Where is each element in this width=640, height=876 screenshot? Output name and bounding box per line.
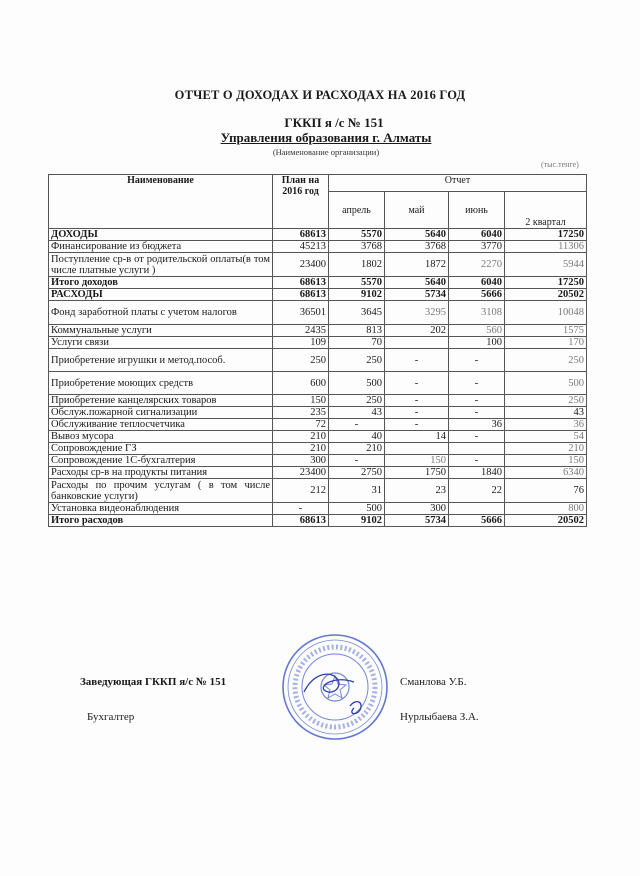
table-row <box>49 407 587 419</box>
head-signature-name: Сманлова У.Б. <box>400 676 467 688</box>
q2-cell: 43 <box>505 407 587 419</box>
plan-cell: 72 <box>273 419 329 431</box>
q2-cell: 5944 <box>505 253 587 277</box>
april-cell: 813 <box>329 325 385 337</box>
april-cell: 40 <box>329 431 385 443</box>
table-row <box>49 395 587 407</box>
plan-cell: - <box>273 503 329 515</box>
may-cell: 3295 <box>385 301 449 325</box>
name-cell: Вывоз мусора <box>49 431 273 443</box>
april-cell: - <box>329 419 385 431</box>
name-cell: Итого доходов <box>49 277 273 289</box>
table-row <box>49 229 587 241</box>
col-q2-header: 2 квартал <box>505 192 587 229</box>
name-cell: Сопровождение ГЗ <box>49 443 273 455</box>
name-cell: ДОХОДЫ <box>49 229 273 241</box>
april-cell: 250 <box>329 349 385 372</box>
q2-cell: 20502 <box>505 515 587 527</box>
may-cell: - <box>385 349 449 372</box>
accountant-signature-label: Бухгалтер <box>87 711 135 723</box>
april-cell: 5570 <box>329 229 385 241</box>
june-cell: 36 <box>449 419 505 431</box>
name-cell: Расходы по прочим услугам ( в том числе банковские услуги) <box>49 479 273 503</box>
april-cell: 9102 <box>329 515 385 527</box>
col-plan-header: План на 2016 год <box>273 175 329 229</box>
q2-cell: 170 <box>505 337 587 349</box>
june-cell: - <box>449 395 505 407</box>
q2-cell: 76 <box>505 479 587 503</box>
april-cell: 9102 <box>329 289 385 301</box>
may-cell: 300 <box>385 503 449 515</box>
plan-cell: 23400 <box>273 467 329 479</box>
may-cell: 5734 <box>385 515 449 527</box>
april-cell: 2750 <box>329 467 385 479</box>
may-cell: 150 <box>385 455 449 467</box>
q2-cell: 10048 <box>505 301 587 325</box>
table-row <box>49 503 587 515</box>
june-cell: 3108 <box>449 301 505 325</box>
name-cell: Приобретение канцелярских товаров <box>49 395 273 407</box>
april-cell: 43 <box>329 407 385 419</box>
name-cell: Итого расходов <box>49 515 273 527</box>
may-cell: 14 <box>385 431 449 443</box>
q2-cell: 800 <box>505 503 587 515</box>
plan-cell: 2435 <box>273 325 329 337</box>
plan-cell: 68613 <box>273 515 329 527</box>
name-cell: Приобретение игрушки и метод.пособ. <box>49 349 273 372</box>
table-body <box>49 229 587 527</box>
table-row <box>49 337 587 349</box>
may-cell: - <box>385 372 449 395</box>
plan-cell: 250 <box>273 349 329 372</box>
plan-cell: 45213 <box>273 241 329 253</box>
april-cell: 3645 <box>329 301 385 325</box>
name-cell: Обслуживание теплосчетчика <box>49 419 273 431</box>
table-row <box>49 455 587 467</box>
q2-cell: 150 <box>505 455 587 467</box>
june-cell: 5666 <box>449 515 505 527</box>
plan-cell: 23400 <box>273 253 329 277</box>
plan-cell: 210 <box>273 431 329 443</box>
may-cell: 5734 <box>385 289 449 301</box>
june-cell: 2270 <box>449 253 505 277</box>
report-table <box>48 174 587 527</box>
name-cell: Обслуж.пожарной сигнализации <box>49 407 273 419</box>
q2-cell: 500 <box>505 372 587 395</box>
plan-cell: 109 <box>273 337 329 349</box>
june-cell: - <box>449 455 505 467</box>
table-row <box>49 479 587 503</box>
q2-cell: 210 <box>505 443 587 455</box>
june-cell: - <box>449 349 505 372</box>
q2-cell: 17250 <box>505 229 587 241</box>
name-cell: РАСХОДЫ <box>49 289 273 301</box>
april-cell: 3768 <box>329 241 385 253</box>
q2-cell: 250 <box>505 349 587 372</box>
name-cell: Установка видеонаблюдения <box>49 503 273 515</box>
may-cell: 3768 <box>385 241 449 253</box>
may-cell: 5640 <box>385 277 449 289</box>
may-cell: 5640 <box>385 229 449 241</box>
june-cell: 6040 <box>449 277 505 289</box>
name-cell: Финансирование из бюджета <box>49 241 273 253</box>
june-cell: 560 <box>449 325 505 337</box>
name-cell: Коммунальные услуги <box>49 325 273 337</box>
plan-cell: 235 <box>273 407 329 419</box>
table-row <box>49 372 587 395</box>
name-cell: Услуги связи <box>49 337 273 349</box>
june-cell: 100 <box>449 337 505 349</box>
table-row <box>49 419 587 431</box>
june-cell: - <box>449 372 505 395</box>
col-report-header: Отчет <box>329 175 587 192</box>
april-cell: 31 <box>329 479 385 503</box>
april-cell: - <box>329 455 385 467</box>
june-cell: - <box>449 407 505 419</box>
q2-cell: 1575 <box>505 325 587 337</box>
col-june-header: июнь <box>449 192 505 229</box>
june-cell <box>449 443 505 455</box>
name-cell: Поступление ср-в от родительской оплаты(в том числе платные услуги ) <box>49 253 273 277</box>
plan-cell: 68613 <box>273 289 329 301</box>
table-row <box>49 325 587 337</box>
may-cell: 1872 <box>385 253 449 277</box>
q2-cell: 17250 <box>505 277 587 289</box>
table-row <box>49 241 587 253</box>
april-cell: 5570 <box>329 277 385 289</box>
name-cell: Приобретение моющих средств <box>49 372 273 395</box>
col-may-header: май <box>385 192 449 229</box>
report-title: ОТЧЕТ О ДОХОДАХ И РАСХОДАХ НА 2016 ГОД <box>174 88 466 102</box>
may-cell <box>385 337 449 349</box>
q2-cell: 11306 <box>505 241 587 253</box>
table-row <box>49 349 587 372</box>
plan-cell: 68613 <box>273 229 329 241</box>
name-cell: Фонд заработной платы с учетом налогов <box>49 301 273 325</box>
april-cell: 1802 <box>329 253 385 277</box>
table-row <box>49 431 587 443</box>
org-caption: (Наименование организации) <box>272 147 380 157</box>
plan-cell: 300 <box>273 455 329 467</box>
may-cell: 1750 <box>385 467 449 479</box>
may-cell: 202 <box>385 325 449 337</box>
table-row <box>49 515 587 527</box>
q2-cell: 250 <box>505 395 587 407</box>
plan-cell: 600 <box>273 372 329 395</box>
name-cell: Расходы ср-в на продукты питания <box>49 467 273 479</box>
col-april-header: апрель <box>329 192 385 229</box>
table-row <box>49 277 587 289</box>
plan-cell: 210 <box>273 443 329 455</box>
may-cell: - <box>385 407 449 419</box>
q2-cell: 54 <box>505 431 587 443</box>
org-department: Управления образования г. Алматы <box>220 130 432 145</box>
name-cell: Сопровождение 1С-бухгалтерия <box>49 455 273 467</box>
org-name: ГККП я /с № 151 <box>284 115 384 130</box>
official-stamp-icon <box>280 632 390 742</box>
april-cell: 70 <box>329 337 385 349</box>
may-cell <box>385 443 449 455</box>
june-cell: 6040 <box>449 229 505 241</box>
plan-cell: 212 <box>273 479 329 503</box>
q2-cell: 20502 <box>505 289 587 301</box>
table-row <box>49 301 587 325</box>
plan-cell: 68613 <box>273 277 329 289</box>
table-row <box>49 443 587 455</box>
april-cell: 210 <box>329 443 385 455</box>
june-cell: - <box>449 431 505 443</box>
june-cell: 22 <box>449 479 505 503</box>
april-cell: 250 <box>329 395 385 407</box>
col-name-header: Наименование <box>49 175 273 229</box>
may-cell: - <box>385 419 449 431</box>
april-cell: 500 <box>329 503 385 515</box>
may-cell: 23 <box>385 479 449 503</box>
table-row <box>49 253 587 277</box>
june-cell <box>449 503 505 515</box>
plan-cell: 150 <box>273 395 329 407</box>
june-cell: 3770 <box>449 241 505 253</box>
june-cell: 5666 <box>449 289 505 301</box>
accountant-signature-name: Нурлыбаева З.А. <box>400 711 479 723</box>
q2-cell: 36 <box>505 419 587 431</box>
plan-cell: 36501 <box>273 301 329 325</box>
june-cell: 1840 <box>449 467 505 479</box>
april-cell: 500 <box>329 372 385 395</box>
table-row <box>49 467 587 479</box>
q2-cell: 6340 <box>505 467 587 479</box>
head-signature-label: Заведующая ГККП я/с № 151 <box>80 676 227 688</box>
may-cell: - <box>385 395 449 407</box>
table-row <box>49 289 587 301</box>
units-label: (тыс.тенге) <box>541 160 579 169</box>
